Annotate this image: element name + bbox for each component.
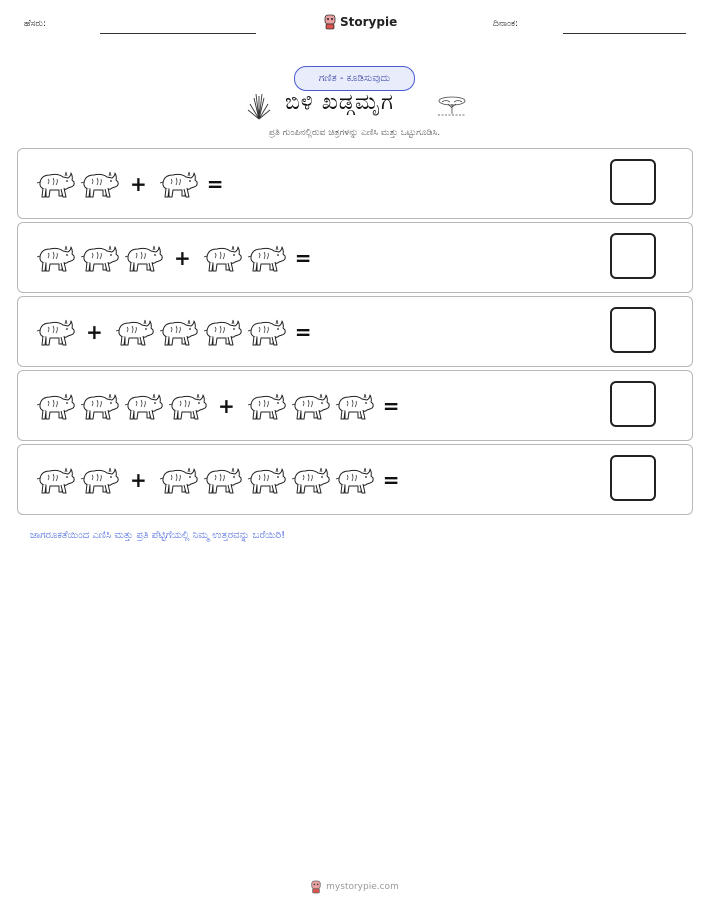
acacia-tree-icon xyxy=(436,94,468,118)
rhino-icon xyxy=(203,463,243,497)
footer-url: mystorypie.com xyxy=(326,882,399,892)
rhino-icon xyxy=(36,463,76,497)
problem-row xyxy=(17,370,693,441)
brand-name: Storypie xyxy=(340,15,398,29)
rhino-icon xyxy=(159,167,199,201)
rhino-icon xyxy=(124,241,164,275)
left-rhino-group xyxy=(36,167,124,201)
rhino-icon xyxy=(291,389,331,423)
equals-sign: = xyxy=(382,393,400,418)
rhino-icon xyxy=(36,389,76,423)
plus-sign: + xyxy=(86,319,103,344)
rhino-icon xyxy=(247,463,287,497)
rhino-icon xyxy=(124,389,164,423)
right-rhino-group xyxy=(203,241,291,275)
name-field[interactable] xyxy=(100,33,256,34)
equals-sign: = xyxy=(294,245,312,270)
left-rhino-group xyxy=(36,389,212,423)
plus-sign: + xyxy=(174,245,191,270)
storypie-mascot-icon xyxy=(310,880,322,894)
problem-row xyxy=(17,296,693,367)
plus-sign: + xyxy=(130,171,147,196)
problem-equation xyxy=(36,445,400,514)
rhino-icon xyxy=(203,315,243,349)
answer-box[interactable] xyxy=(610,233,656,279)
left-rhino-group xyxy=(36,241,168,275)
answer-box[interactable] xyxy=(610,159,656,205)
rhino-icon xyxy=(36,241,76,275)
right-rhino-group xyxy=(159,167,203,201)
right-rhino-group xyxy=(247,389,379,423)
right-rhino-group xyxy=(159,463,379,497)
storypie-mascot-icon xyxy=(323,14,337,30)
footer-note: ಜಾಗರೂಕತೆಯಿಂದ ಎಣಿಸಿ ಮತ್ತು ಪ್ರತಿ ಪೆಟ್ಟಿಗೆಯಲ್ಲಿ ನಿಮ್ಮ ಉತ್ತರವನ್ನು ಬರೆಯಿರಿ! xyxy=(30,530,286,541)
rhino-icon xyxy=(80,389,120,423)
rhino-icon xyxy=(203,241,243,275)
answer-box[interactable] xyxy=(610,455,656,501)
plus-sign: + xyxy=(130,467,147,492)
left-rhino-group xyxy=(36,315,80,349)
rhino-icon xyxy=(36,167,76,201)
problem-row xyxy=(17,444,693,515)
answer-box[interactable] xyxy=(610,307,656,353)
answer-box[interactable] xyxy=(610,381,656,427)
brand-logo xyxy=(323,14,397,30)
grass-icon xyxy=(246,92,272,120)
worksheet-title: ಬಿಳಿ ಖಡ್ಗಮೃಗ xyxy=(285,90,394,115)
worksheet-header xyxy=(0,0,709,40)
date-field[interactable] xyxy=(563,33,686,34)
rhino-icon xyxy=(168,389,208,423)
right-rhino-group xyxy=(115,315,291,349)
title-row xyxy=(0,90,709,122)
rhino-icon xyxy=(80,241,120,275)
rhino-icon xyxy=(36,315,76,349)
problem-equation xyxy=(36,297,312,366)
left-rhino-group xyxy=(36,463,124,497)
topic-badge: ಗಣಿತ - ಕೂಡಿಸುವುದು xyxy=(294,66,415,91)
problem-row xyxy=(17,222,693,293)
equals-sign: = xyxy=(382,467,400,492)
name-label: ಹೆಸರು: xyxy=(24,19,47,29)
date-label: ದಿನಾಂಕ: xyxy=(493,19,519,29)
rhino-icon xyxy=(159,315,199,349)
rhino-icon xyxy=(335,389,375,423)
equals-sign: = xyxy=(294,319,312,344)
instruction-text: ಪ್ರತಿ ಗುಂಪಿನಲ್ಲಿರುವ ಚಿತ್ರಗಳನ್ನು ಎಣಿಸಿ ಮತ್ತು ಒಟ್ಟುಗೂಡಿಸಿ. xyxy=(268,128,441,138)
plus-sign: + xyxy=(218,393,235,418)
rhino-icon xyxy=(80,463,120,497)
rhino-icon xyxy=(159,463,199,497)
rhino-icon xyxy=(247,241,287,275)
rhino-icon xyxy=(115,315,155,349)
page-footer xyxy=(0,880,709,894)
rhino-icon xyxy=(335,463,375,497)
rhino-icon xyxy=(247,389,287,423)
problem-equation xyxy=(36,371,400,440)
problem-equation xyxy=(36,223,312,292)
rhino-icon xyxy=(291,463,331,497)
rhino-icon xyxy=(80,167,120,201)
problem-equation xyxy=(36,149,224,218)
equals-sign: = xyxy=(206,171,224,196)
problem-row xyxy=(17,148,693,219)
rhino-icon xyxy=(247,315,287,349)
